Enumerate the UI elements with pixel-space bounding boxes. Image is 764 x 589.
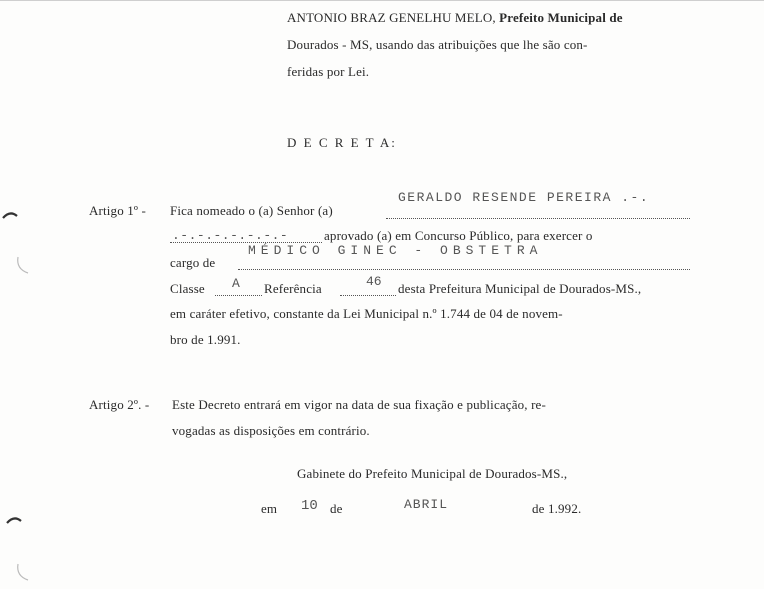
binder-hole-mark-icon [2,208,18,230]
preamble-line-2: Dourados - MS, usando das atribuições que lhe são con- [287,37,588,52]
date-year: de 1.992. [532,501,582,516]
referencia-blank-line [340,295,396,296]
artigo1-label: Artigo 1º - [89,203,146,218]
preamble-title: Prefeito Municipal de [499,10,623,25]
artigo1-line-4: desta Prefeitura Municipal de Dourados-MS., [398,281,642,296]
preamble-line-3: feridas por Lei. [287,64,370,79]
fill-value: .-.-.-.-.-.-.- [172,228,289,243]
date-day: 10 [301,498,318,514]
binder-shadow-mark-icon [14,562,30,584]
referencia-label: Referência [264,281,322,296]
artigo1-line-6: bro de 1.991. [170,332,241,347]
name-blank-line [386,218,690,219]
referencia-value: 46 [366,274,382,289]
binder-shadow-mark-icon [14,255,30,277]
nomeado-name-value: GERALDO RESENDE PEREIRA .-. [398,190,650,205]
gabinete-line: Gabinete do Prefeito Municipal de Dourados-MS., [297,466,568,481]
artigo1-line-1: Fica nomeado o (a) Senhor (a) [170,203,333,218]
cargo-label: cargo de [170,255,216,270]
date-de-1: de [330,501,343,516]
classe-blank-line [215,295,262,296]
date-month: ABRIL [404,497,449,512]
classe-label: Classe [170,281,205,296]
artigo2-line-1: Este Decreto entrará em vigor na data de sua fixação e publicação, re- [172,397,546,412]
preamble-line-1 [287,10,623,26]
date-em: em [261,501,278,516]
artigo2-line-2: vogadas as disposições em contrário. [172,423,370,438]
binder-hole-mark-icon [6,513,22,535]
artigo1-line-2: aprovado (a) em Concurso Público, para exercer o [324,228,593,243]
decreta-heading: D E C R E T A: [287,135,397,150]
page-top-edge [0,0,764,1]
classe-value: A [232,276,240,291]
artigo2-label: Artigo 2º. - [89,397,150,412]
cargo-blank-line [238,269,690,270]
artigo1-line-5: em caráter efetivo, constante da Lei Municipal n.º 1.744 de 04 de novem- [170,306,563,321]
mayor-name: ANTONIO BRAZ GENELHU MELO, [287,10,496,25]
cargo-value: MÉDICO GINEC - OBSTETRA [248,243,543,258]
